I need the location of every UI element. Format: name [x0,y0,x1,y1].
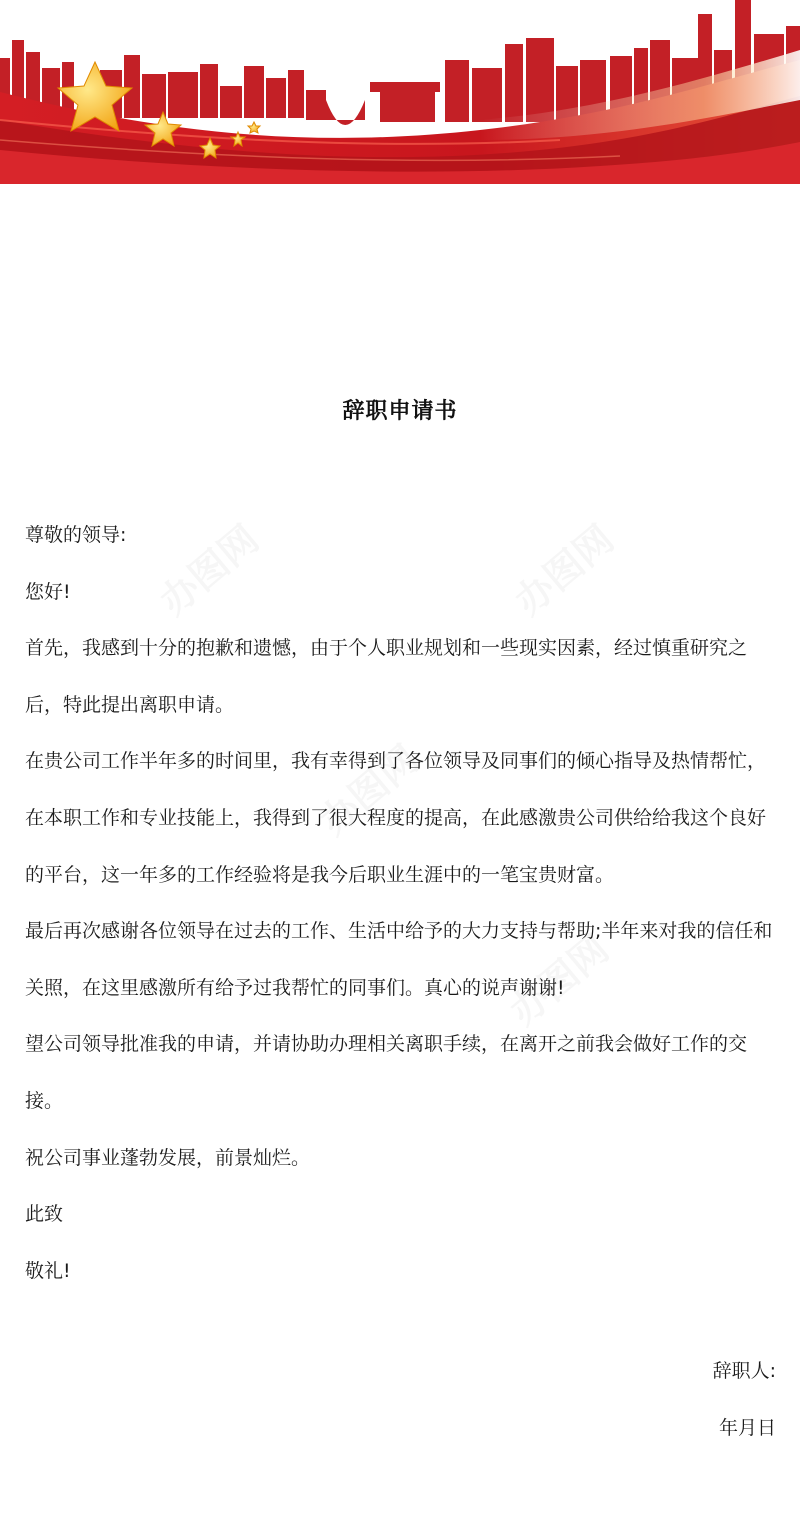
date-label: 年月日 [718,1417,776,1439]
star-icon-tiny [248,122,260,133]
paragraph-thanks: 最后再次感谢各位领导在过去的工作、生活中给予的大力支持与帮助;半年来对我的信任和关照，在这里感激所有给予过我帮忙的同事们。真心的说声谢谢! [25,920,773,999]
skyline-banner-graphic [0,0,800,184]
paragraph-intro: 首先，我感到十分的抱歉和遗憾，由于个人职业规划和一些现实因素，经过慎重研究之后，特此提出离职申请。 [25,637,748,716]
signature-label: 辞职人: [712,1360,776,1382]
closing-line-1: 此致 [25,1203,64,1226]
paragraph-request: 望公司领导批准我的申请，并请协助办理相关离职手续，在离开之前我会做好工作的交接。 [25,1033,748,1112]
greeting: 您好! [25,580,71,603]
watermark: 办图网 [151,516,268,624]
watermark: 办图网 [506,516,623,624]
document-title: 辞职申请书 [342,399,458,424]
salutation: 尊敬的领导: [25,524,127,546]
letter-body [25,507,780,1299]
watermark: 办图网 [311,736,428,844]
header-banner [0,0,800,184]
paragraph-gratitude: 在贵公司工作半年多的时间里，我有幸得到了各位领导及同事们的倾心指导及热情帮忙，在本职工作和专业技能上，我得到了很大程度的提高，在此感激贵公司供给给我这个良好的平台，这一年多的工作经验将是我今后职业生涯中的一笔宝贵财富。 [25,750,767,886]
closing-line-2: 敬礼! [25,1259,71,1282]
watermark: 办图网 [501,926,618,1034]
paragraph-wishes: 祝公司事业蓬勃发展，前景灿烂。 [25,1146,311,1169]
